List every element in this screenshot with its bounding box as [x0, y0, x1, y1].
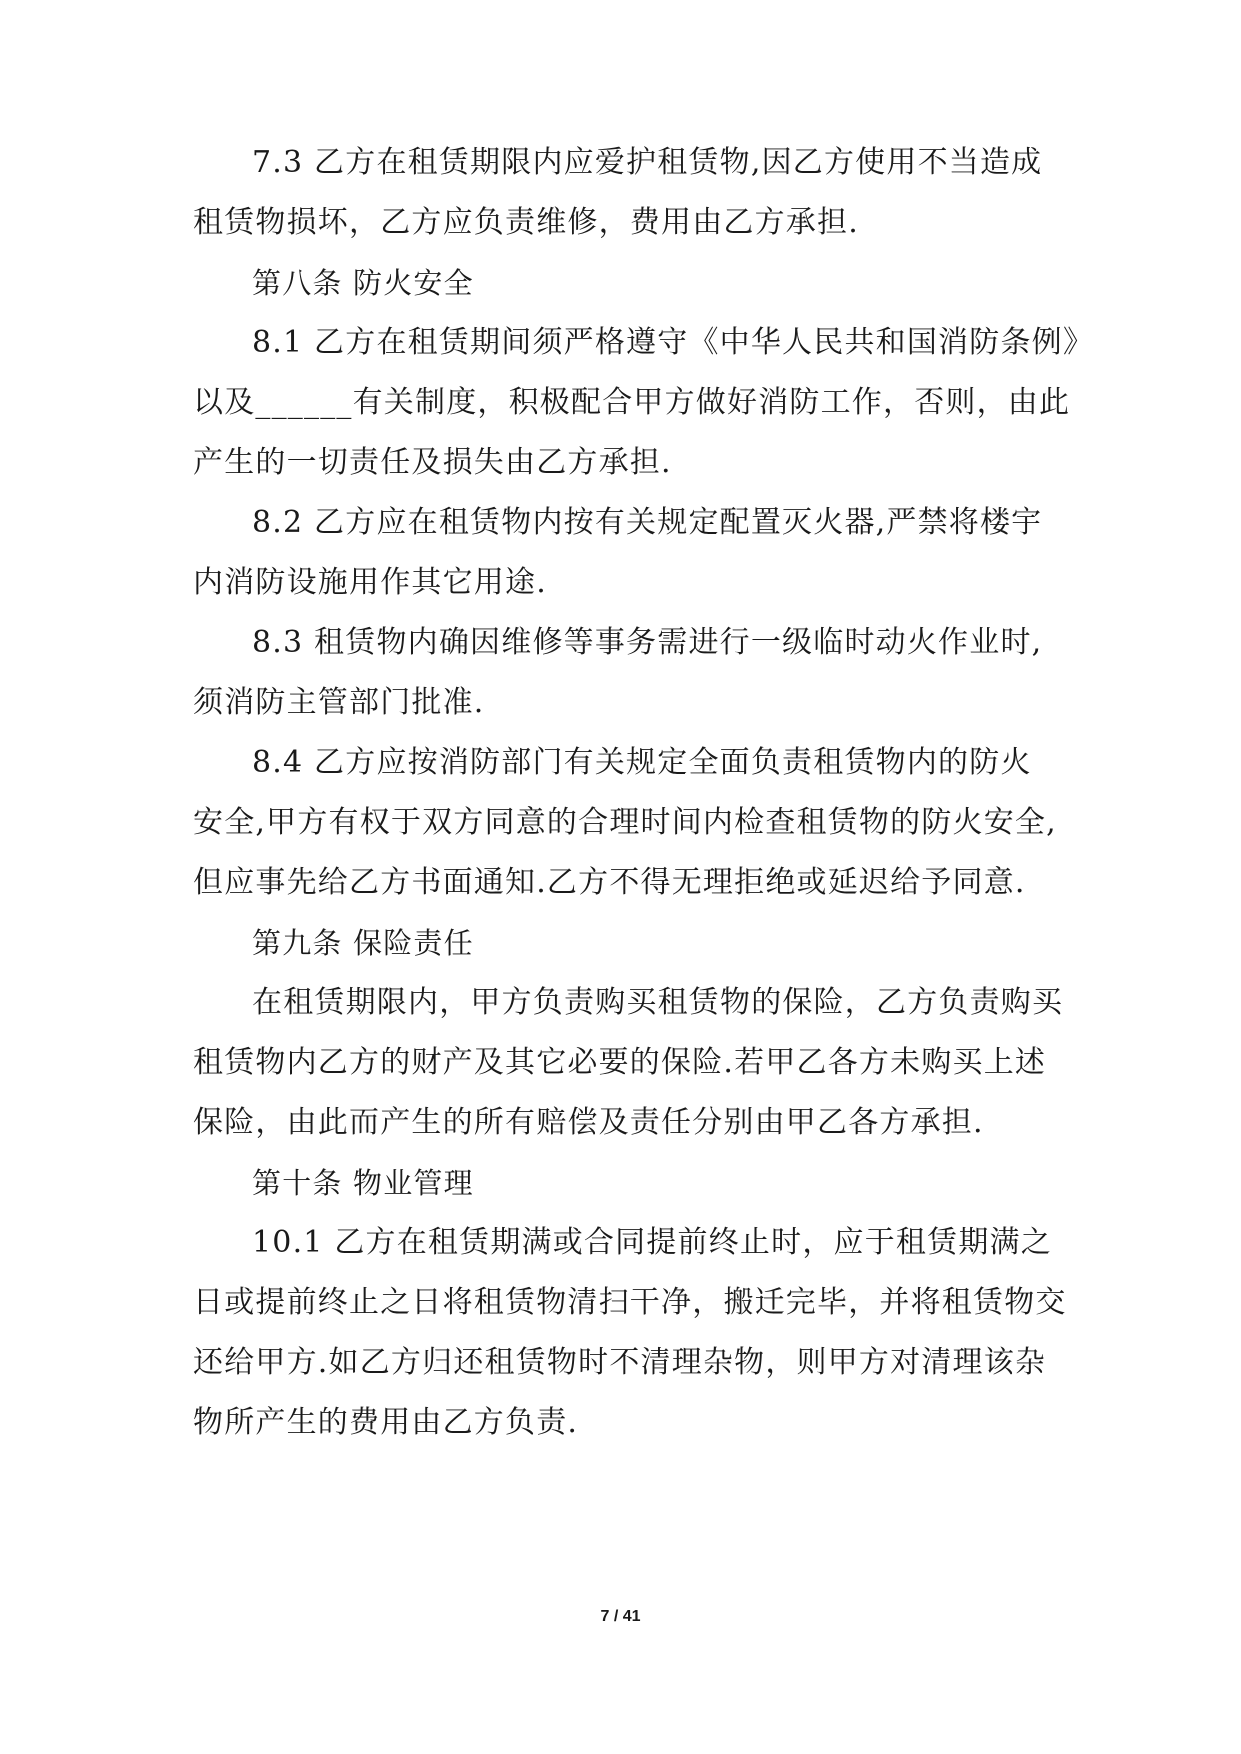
clause-8-4-line-1: 8.4 乙方应按消防部门有关规定全面负责租赁物内的防火 — [252, 745, 1032, 780]
article-9-line-1: 在租赁期限内，甲方负责购买租赁物的保险，乙方负责购买 — [252, 985, 1064, 1020]
clause-10-1-line-2: 日或提前终止之日将租赁物清扫干净，搬迁完毕，并将租赁物交 — [193, 1285, 1067, 1320]
clause-8-2-line-2: 内消防设施用作其它用途. — [193, 565, 547, 600]
clause-7-3-line-2: 租赁物损坏，乙方应负责维修，费用由乙方承担. — [193, 205, 859, 240]
clause-8-4-line-2: 安全,甲方有权于双方同意的合理时间内检查租赁物的防火安全, — [193, 805, 1057, 840]
total-pages-number: 41 — [622, 1608, 641, 1625]
article-9-line-3: 保险，由此而产生的所有赔偿及责任分别由甲乙各方承担. — [193, 1105, 984, 1140]
clause-10-1-line-1: 10.1 乙方在租赁期满或合同提前终止时，应于租赁期满之 — [252, 1225, 1052, 1260]
clause-8-3-line-1: 8.3 租赁物内确因维修等事务需进行一级临时动火作业时, — [252, 625, 1043, 660]
clause-10-1-line-4: 物所产生的费用由乙方负责. — [193, 1405, 579, 1440]
article-10-heading: 第十条 物业管理 — [252, 1166, 474, 1200]
article-8-heading: 第八条 防火安全 — [252, 266, 474, 300]
clause-8-1-line-1: 8.1 乙方在租赁期间须严格遵守《中华人民共和国消防条例》 — [252, 325, 1095, 360]
clause-7-3-line-1: 7.3 乙方在租赁期限内应爱护租赁物,因乙方使用不当造成 — [252, 145, 1043, 180]
clause-8-2-line-1: 8.2 乙方应在租赁物内按有关规定配置灭火器,严禁将楼宇 — [252, 505, 1043, 540]
clause-8-1-line-2: 以及______有关制度，积极配合甲方做好消防工作，否则，由此 — [193, 385, 1071, 420]
article-9-line-2: 租赁物内乙方的财产及其它必要的保险.若甲乙各方未购买上述 — [193, 1045, 1047, 1080]
article-9-heading: 第九条 保险责任 — [252, 926, 474, 960]
page-number — [0, 1608, 1241, 1626]
current-page-number: 7 — [600, 1608, 610, 1625]
clause-8-3-line-2: 须消防主管部门批准. — [193, 685, 485, 720]
clause-8-4-line-3: 但应事先给乙方书面通知.乙方不得无理拒绝或延迟给予同意. — [193, 865, 1026, 900]
clause-10-1-line-3: 还给甲方.如乙方归还租赁物时不清理杂物，则甲方对清理该杂 — [193, 1345, 1047, 1380]
page-number-separator: / — [609, 1608, 623, 1625]
clause-8-1-line-3: 产生的一切责任及损失由乙方承担. — [193, 445, 672, 480]
